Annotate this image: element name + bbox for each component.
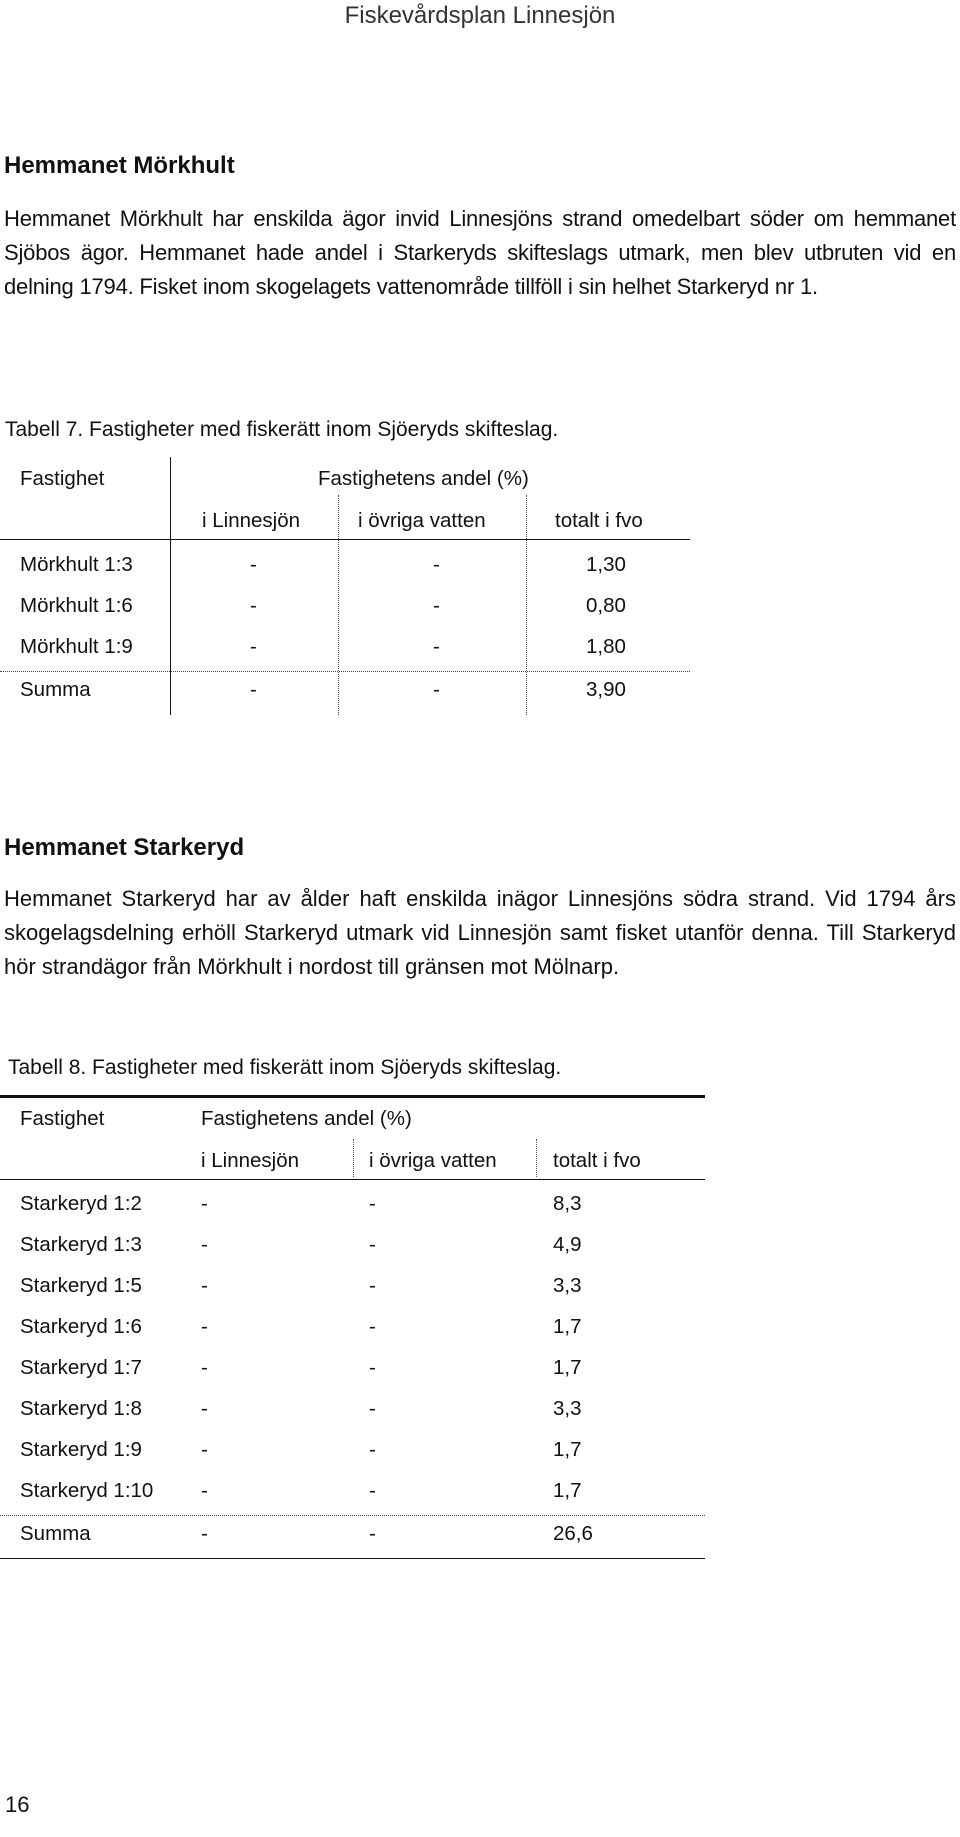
table7-dotted-divider — [338, 495, 339, 715]
table7-row-linnesjon: - — [250, 635, 257, 658]
table8-top-rule — [0, 1095, 705, 1098]
page-number: 16 — [5, 1792, 30, 1817]
table8-row-name: Starkeryd 1:5 — [20, 1274, 142, 1297]
page-header-title: Fiskevårdsplan Linnesjön — [344, 2, 616, 29]
table7-row-totalt: 1,80 — [586, 635, 626, 658]
table8-row-linnesjon: - — [201, 1479, 208, 1502]
table8-row-name: Starkeryd 1:6 — [20, 1315, 142, 1338]
table7-row-name: Mörkhult 1:3 — [20, 553, 133, 576]
table7-sum-ovriga: - — [433, 678, 440, 701]
table8-row-ovriga: - — [369, 1438, 376, 1461]
table7 — [0, 457, 690, 715]
table8-row-totalt: 1,7 — [553, 1479, 582, 1502]
table7-row-linnesjon: - — [250, 553, 257, 576]
table8-dotted-divider — [536, 1139, 537, 1177]
table7-sum-name: Summa — [20, 678, 91, 701]
table8-dotted-divider — [353, 1139, 354, 1177]
table8-row-totalt: 1,7 — [553, 1438, 582, 1461]
table8-row-name: Starkeryd 1:2 — [20, 1192, 142, 1215]
table8-row-ovriga: - — [369, 1479, 376, 1502]
section-heading-morkhult: Hemmanet Mörkhult — [4, 152, 235, 179]
table8-row-totalt: 4,9 — [553, 1233, 582, 1256]
table8-row-totalt: 1,7 — [553, 1315, 582, 1338]
table8-row-linnesjon: - — [201, 1397, 208, 1420]
table7-sum-rule — [0, 671, 690, 672]
table8-row-name: Starkeryd 1:10 — [20, 1479, 154, 1502]
table8-subheader-ovriga: i övriga vatten — [369, 1149, 497, 1172]
table7-row-ovriga: - — [433, 553, 440, 576]
table8-subheader-linnesjon: i Linnesjön — [201, 1149, 300, 1172]
table8-sum-name: Summa — [20, 1522, 91, 1545]
table7-row-name: Mörkhult 1:9 — [20, 635, 133, 658]
table7-row-totalt: 0,80 — [586, 594, 626, 617]
table8-header-group: Fastighetens andel (%) — [201, 1107, 412, 1130]
table7-header-group: Fastighetens andel (%) — [318, 467, 529, 490]
section-heading-starkeryd: Hemmanet Starkeryd — [4, 834, 245, 861]
table8-row-totalt: 3,3 — [553, 1397, 582, 1420]
table7-subheader-ovriga: i övriga vatten — [358, 509, 486, 532]
table7-subheader-totalt: totalt i fvo — [555, 509, 643, 532]
table8-row-totalt: 8,3 — [553, 1192, 582, 1215]
table8-row-linnesjon: - — [201, 1192, 208, 1215]
table8-row-name: Starkeryd 1:9 — [20, 1438, 142, 1461]
section-paragraph-morkhult: Hemmanet Mörkhult har enskilda ägor invid Linnesjöns strand omedelbart söder om hemmanet Sjöbos ägor. Hemmanet hade andel i Starkeryds skifteslags utmark, men blev utbruten vid en delning 1794. Fisket inom skogelagets vattenområde tillföll i sin helhet Starkeryd nr 1. — [4, 206, 956, 299]
table8-row-name: Starkeryd 1:3 — [20, 1233, 142, 1256]
table8-row-linnesjon: - — [201, 1315, 208, 1338]
table7-row-name: Mörkhult 1:6 — [20, 594, 133, 617]
table8-sum-rule — [0, 1515, 705, 1516]
table7-header-fastighet: Fastighet — [20, 467, 105, 490]
table8-row-name: Starkeryd 1:7 — [20, 1356, 142, 1379]
table7-caption: Tabell 7. Fastigheter med fiskerätt inom Sjöeryds skifteslag. — [5, 418, 559, 441]
table8-row-ovriga: - — [369, 1274, 376, 1297]
table8-row-ovriga: - — [369, 1233, 376, 1256]
table8-sum-totalt: 26,6 — [553, 1522, 593, 1545]
table8-row-ovriga: - — [369, 1315, 376, 1338]
table8-row-name: Starkeryd 1:8 — [20, 1397, 142, 1420]
table8-row-ovriga: - — [369, 1356, 376, 1379]
table8-row-ovriga: - — [369, 1397, 376, 1420]
table7-row-linnesjon: - — [250, 594, 257, 617]
table8-sum-linnesjon: - — [201, 1522, 208, 1545]
table8-row-linnesjon: - — [201, 1438, 208, 1461]
table7-column-divider — [170, 457, 171, 715]
table8-row-linnesjon: - — [201, 1356, 208, 1379]
table8-caption: Tabell 8. Fastigheter med fiskerätt inom Sjöeryds skifteslag. — [8, 1056, 562, 1079]
table8-row-totalt: 1,7 — [553, 1356, 582, 1379]
table8-header-fastighet: Fastighet — [20, 1107, 105, 1130]
table7-subheader-linnesjon: i Linnesjön — [202, 509, 301, 532]
table7-header-rule — [0, 539, 690, 540]
table8-row-ovriga: - — [369, 1192, 376, 1215]
table7-row-ovriga: - — [433, 594, 440, 617]
table8-subheader-totalt: totalt i fvo — [553, 1149, 641, 1172]
table8-row-totalt: 3,3 — [553, 1274, 582, 1297]
table8 — [0, 1095, 705, 1560]
table8-row-linnesjon: - — [201, 1233, 208, 1256]
section-paragraph-starkeryd: Hemmanet Starkeryd har av ålder haft enskilda inägor Linnesjöns södra strand. Vid 1794 års skogelagsdelning erhöll Starkeryd utmark vid Linnesjön samt fisket utanför denna. Till Starkeryd hör strandägor från Mörkhult i nordost till gränsen mot Mölnarp. — [4, 886, 956, 979]
table7-row-ovriga: - — [433, 635, 440, 658]
table8-header-rule — [0, 1179, 705, 1180]
table8-sum-ovriga: - — [369, 1522, 376, 1545]
table8-bottom-rule — [0, 1558, 705, 1559]
table7-sum-totalt: 3,90 — [586, 678, 626, 701]
table7-row-totalt: 1,30 — [586, 553, 626, 576]
table7-dotted-divider — [526, 495, 527, 715]
table7-sum-linnesjon: - — [250, 678, 257, 701]
table8-row-linnesjon: - — [201, 1274, 208, 1297]
